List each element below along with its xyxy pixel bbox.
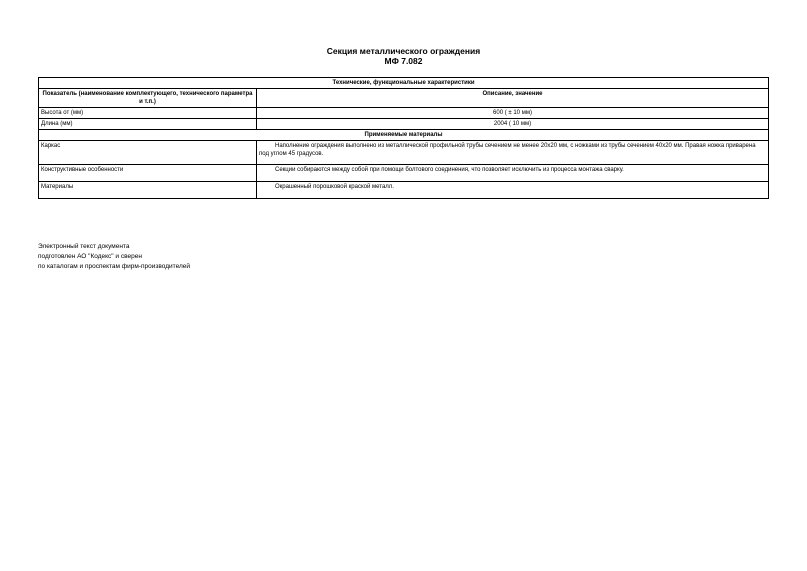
row-value: Наполнение ограждения выполнено из металлической профильной трубы сечением не менее 20х20 мм, с ножками из трубы сечением 40х20 мм. Правая ножка приварена под углом 45 градусов. <box>257 141 769 165</box>
table-row <box>39 108 769 119</box>
document-subtitle: МФ 7.082 <box>384 56 423 66</box>
footer-note <box>38 242 190 272</box>
section-heading-tech: Технические, функциональные характеристики <box>39 78 769 89</box>
section-row-materials <box>39 130 769 141</box>
row-label: Конструктивные особенности <box>39 165 257 182</box>
table-row <box>39 165 769 182</box>
header-row <box>39 89 769 108</box>
table-row <box>39 141 769 165</box>
footer-line: по каталогам и проспектам фирм-производителей <box>38 263 191 270</box>
row-label: Каркас <box>39 141 257 165</box>
section-heading-materials: Применяемые материалы <box>39 130 769 141</box>
document-title: Секция металлического ограждения <box>326 46 481 56</box>
row-value: 2004 ( 10 мм) <box>257 119 769 130</box>
row-label: Высота от (мм) <box>39 108 257 119</box>
table-row <box>39 119 769 130</box>
row-value: Окрашенный порошковой краской металл. <box>257 182 769 199</box>
footer-line: Электронный текст документа <box>38 243 130 250</box>
table-row <box>39 182 769 199</box>
row-value: 600 ( ± 10 мм) <box>257 108 769 119</box>
row-value: Секции собираются между собой при помощи болтового соединения, что позволяет исключить из процесса монтажа сварку. <box>257 165 769 182</box>
header-col-indicator: Показатель (наименование комплектующего, технического параметра и т.п.) <box>39 89 257 108</box>
row-label: Длина (мм) <box>39 119 257 130</box>
section-row-tech <box>39 78 769 89</box>
footer-line: подготовлен АО "Кодекс" и сверен <box>38 253 142 260</box>
header-col-description: Описание, значение <box>257 89 769 108</box>
row-label: Материалы <box>39 182 257 199</box>
spec-table <box>38 77 769 199</box>
